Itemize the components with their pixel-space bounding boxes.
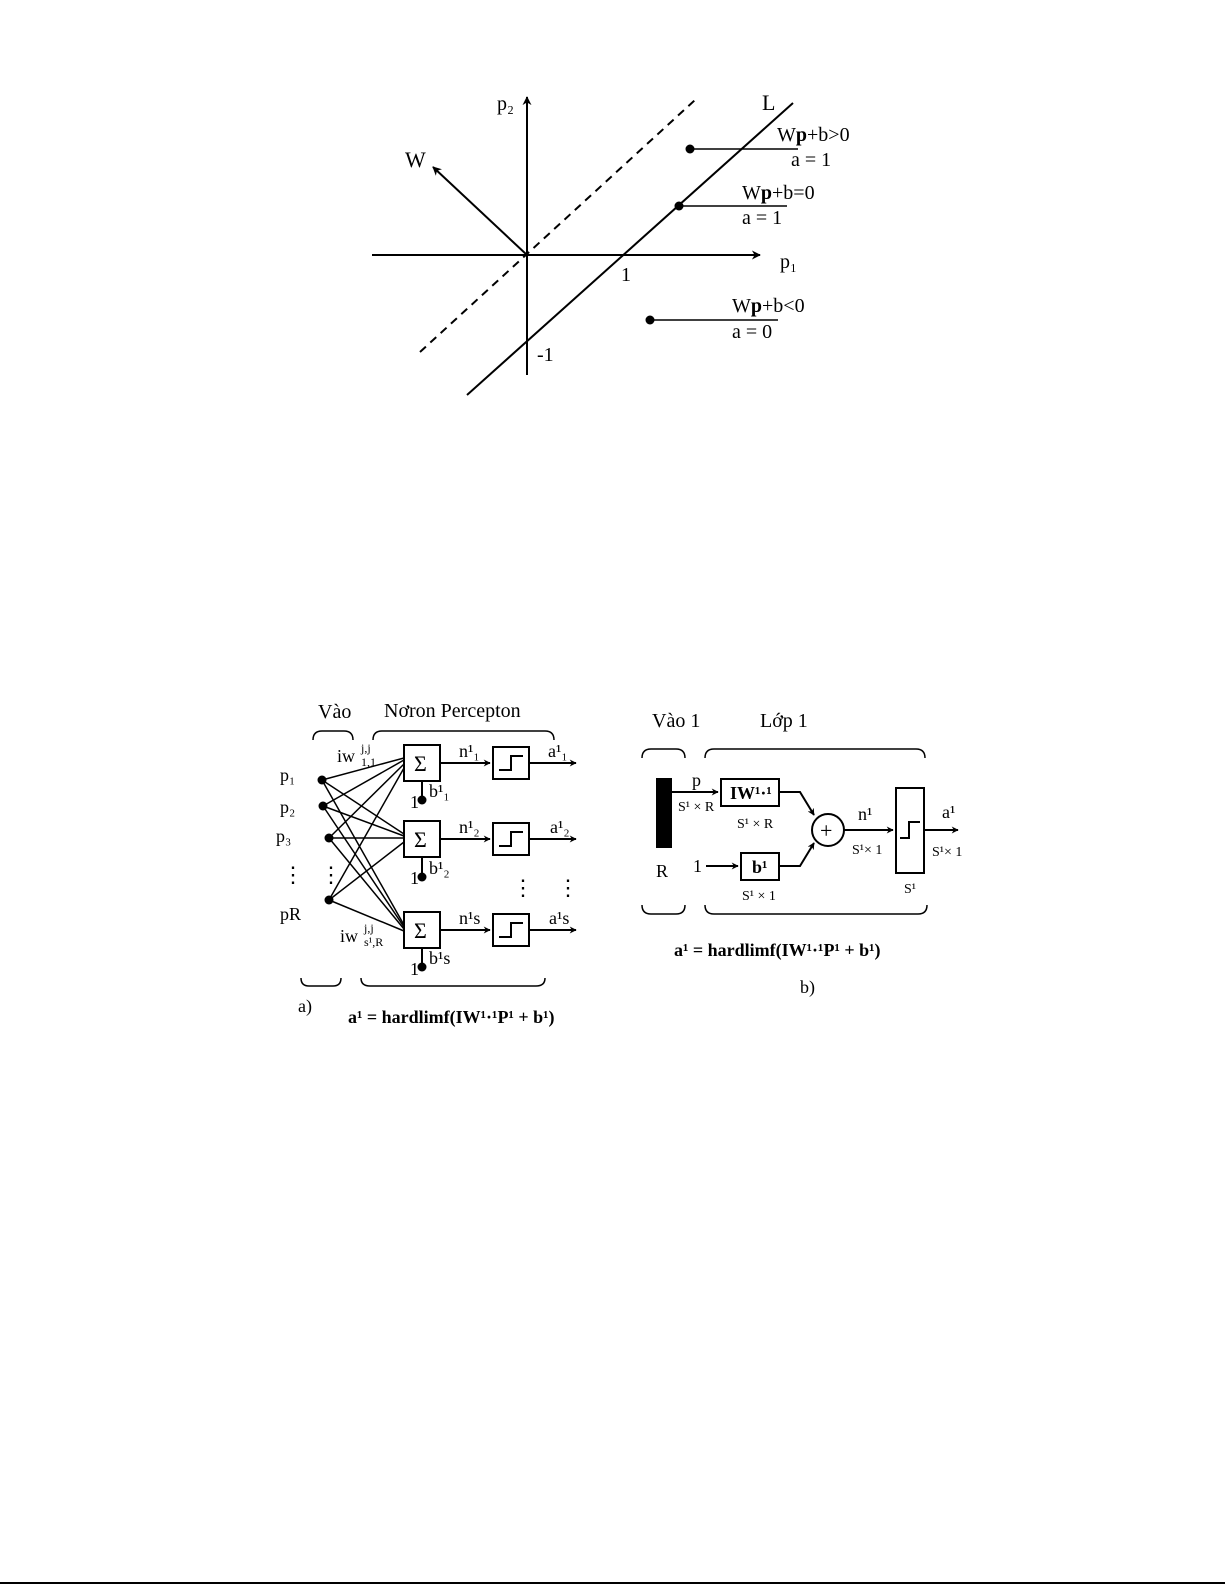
input-vector-bar: [656, 778, 672, 848]
tick-y-label: -1: [537, 344, 554, 366]
net-input-n1: n¹₁: [459, 741, 480, 761]
p2-axis-label: p₂: [497, 93, 514, 115]
arrow-bias-to-sum: [779, 843, 814, 866]
net-input-dim: S¹× 1: [852, 843, 883, 858]
p1-axis-label: p₁: [780, 251, 797, 273]
figure-b-label: b): [800, 977, 815, 997]
weight-vector-arrow: [433, 167, 527, 255]
neuron-brace-bottom: [361, 978, 545, 986]
w-label: W: [405, 147, 426, 172]
weight-label-top: iw: [337, 746, 355, 766]
weight-matrix-dim: S¹ × R: [737, 817, 774, 832]
weight-connections: [322, 758, 404, 931]
input-node-p3: [325, 834, 334, 843]
input-node-p1: [318, 776, 327, 785]
weight-label-bottom-sup: j,j: [364, 921, 374, 935]
weight-label-bottom-sub: s¹,R: [364, 935, 384, 949]
input-brace-bottom: [301, 978, 341, 986]
weight-label-top-sup: j,j: [361, 741, 371, 755]
input-vdots: ⋮: [282, 862, 304, 887]
neuron-heading: Nơron Percepton: [384, 700, 521, 722]
arrow-weight-to-sum: [779, 792, 814, 815]
input-brace-b: [642, 749, 685, 758]
bias-label-b1: b¹₁: [429, 781, 450, 801]
positive-region-equation: Wp+b>0: [777, 124, 850, 146]
net-input-n2: n¹₂: [459, 817, 480, 837]
boundary-line-L: [467, 103, 793, 395]
sum-symbol-2: Σ: [414, 827, 427, 852]
input-p3-label: p₃: [276, 826, 292, 846]
boundary-output: a = 1: [742, 207, 783, 229]
weight-label-bottom: iw: [340, 926, 358, 946]
output-a-label: a¹: [942, 802, 956, 822]
positive-region-output: a = 1: [791, 149, 832, 171]
bias-vector-label: b¹: [752, 857, 768, 877]
figure-b-formula: a¹ = hardlimf(IW¹·¹P¹ + b¹): [674, 940, 881, 960]
l-label: L: [762, 90, 776, 115]
sum-symbol-1: Σ: [414, 751, 427, 776]
net-input-ns: n¹s: [459, 908, 481, 928]
input-brace-b-bottom: [642, 905, 685, 914]
sum-symbol-s: Σ: [414, 918, 427, 943]
figure-a-label: a): [298, 996, 312, 1016]
input-layer-heading: Vào 1: [652, 710, 701, 732]
input-node-pR: [325, 896, 334, 905]
bias-one-b: 1: [693, 856, 702, 876]
input-p1-label: p₁: [280, 765, 296, 785]
bias-label-bs: b¹s: [429, 948, 451, 968]
input-heading: Vào: [318, 701, 352, 723]
input-node-p2: [319, 802, 328, 811]
perceptron-layer-figure-b: [642, 710, 962, 998]
boundary-equation: Wp+b=0: [742, 182, 815, 204]
weight-label-top-sub: 1,1: [361, 755, 376, 769]
weight-matrix-label: IW¹·¹: [730, 783, 772, 803]
bias-label-b2: b¹₂: [429, 858, 450, 878]
neuron-vdots-a: ⋮: [557, 875, 579, 900]
negative-region-output: a = 0: [732, 321, 773, 343]
bias-one-s: 1: [410, 959, 419, 979]
output-dim: S¹× 1: [932, 845, 963, 860]
node-vdots: ⋮: [320, 862, 342, 887]
input-size-r: R: [656, 861, 669, 881]
input-p-label: p: [692, 770, 701, 790]
input-pR-label: pR: [280, 904, 302, 924]
input-dim-label: S¹ × R: [678, 800, 715, 815]
neuron-vdots-n: ⋮: [512, 875, 534, 900]
input-brace: [313, 731, 353, 740]
net-input-label: n¹: [858, 804, 873, 824]
layer-brace-b-bottom: [705, 905, 927, 914]
perceptron-network-figure-a: [276, 700, 579, 1028]
layer-heading: Lớp 1: [760, 710, 808, 732]
bias-one-1: 1: [410, 792, 419, 812]
output-a1: a¹₁: [548, 741, 568, 761]
neuron-brace: [373, 731, 554, 740]
layer-size-label: S¹: [904, 882, 916, 897]
tick-x-label: 1: [621, 264, 631, 286]
decision-boundary-figure: [372, 90, 850, 395]
bias-one-2: 1: [410, 868, 419, 888]
negative-region-equation: Wp+b<0: [732, 295, 805, 317]
output-a2: a¹₂: [550, 817, 570, 837]
figure-a-formula: a¹ = hardlimf(IW¹·¹P¹ + b¹): [348, 1007, 555, 1027]
layer-brace-b: [705, 749, 925, 758]
input-p2-label: p₂: [280, 797, 296, 817]
output-as: a¹s: [549, 908, 570, 928]
bias-vector-dim: S¹ × 1: [742, 889, 776, 904]
plus-symbol: +: [820, 818, 833, 843]
